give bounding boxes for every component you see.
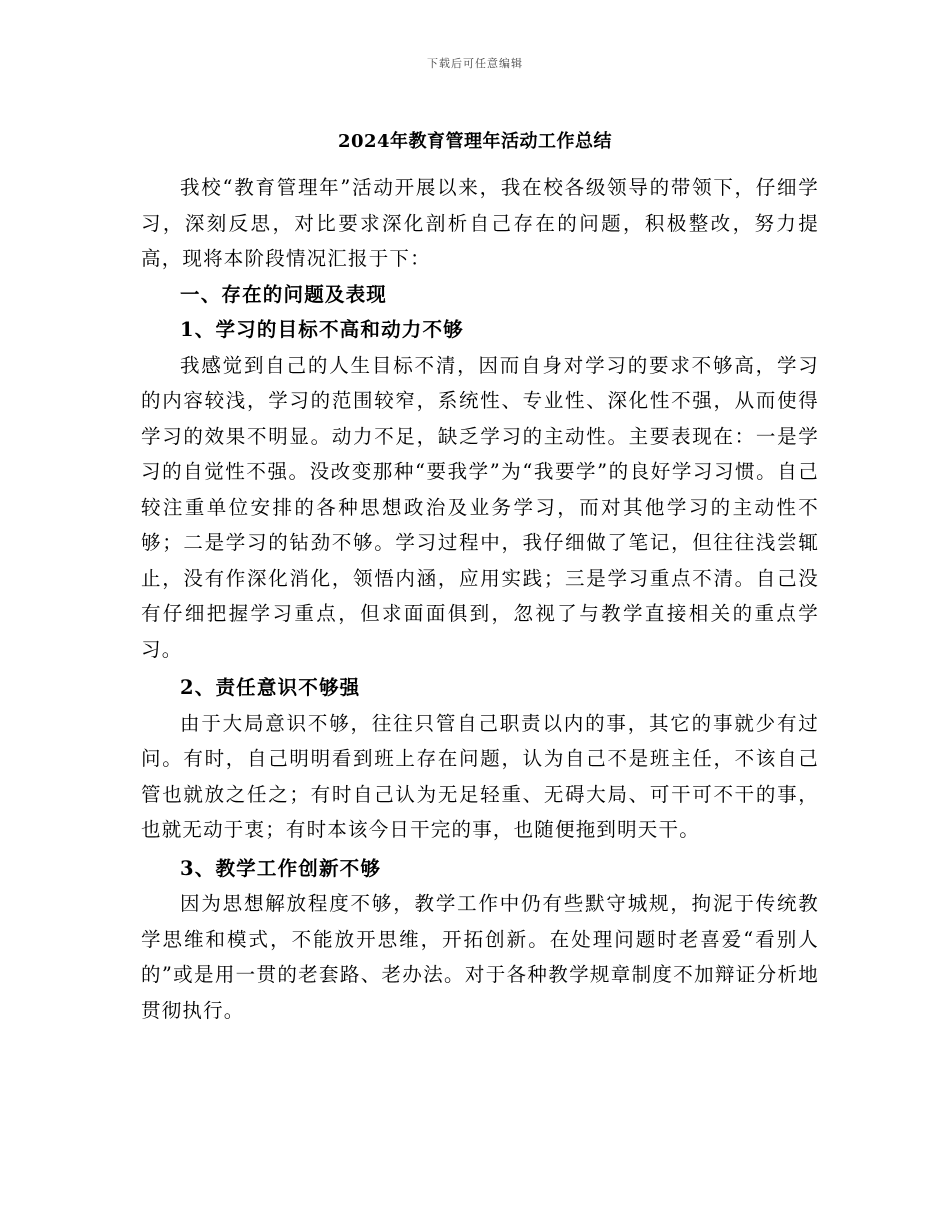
document-title: 2024年教育管理年活动工作总结 <box>337 131 613 152</box>
paragraph-innovation: 因为思想解放程度不够，教学工作中仍有些默守城规，拘泥于传统教学思维和模式，不能放开思维，开拓创新。在处理问题时老喜爱“看别人的”或是用一贯的老套路、老办法。对于各种教学规章制度不加辩证分析地贯彻执行。 <box>141 892 819 1022</box>
subsection-heading-responsibility: 2、责任意识不够强 <box>180 676 361 699</box>
subsection-heading-innovation: 3、教学工作创新不够 <box>180 856 382 880</box>
paragraph-responsibility: 由于大局意识不够，往往只管自己职责以内的事，其它的事就少有过问。有时，自己明明看到班上存在问题，认为自己不是班主任，不该自己管也就放之任之；有时自己认为无足轻重、无碍大局、可干可不干的事，也就无动于衷；有时本该今日干完的事，也随便拖到明天干。 <box>141 711 819 841</box>
paragraph-learning: 我感觉到自己的人生目标不清，因而自身对学习的要求不够高，学习的内容较浅，学习的范围较窄，系统性、专业性、深化性不强，从而使得学习的效果不明显。动力不足，缺乏学习的主动性。主要表现在：一是学习的自觉性不强。没改变那种“要我学”为“我要学”的良好学习习惯。自己较注重单位安排的各种思想政治及业务学习，而对其他学习的主动性不够；二是学习的钻劲不够。学习过程中，我仔细做了笔记，但往往浅尝辄止，没有作深化消化，领悟内涵，应用实践；三是学习重点不清。自己没有仔细把握学习重点，但求面面俱到，忽视了与教学直接相关的重点学习。 <box>141 353 819 661</box>
document-body <box>141 170 819 1028</box>
section-heading-problems: 一、存在的问题及表现 <box>180 282 388 306</box>
header-note: 下载后可任意编辑 <box>427 57 523 70</box>
intro-paragraph: 我校“教育管理年”活动开展以来，我在校各级领导的带领下，仔细学习，深刻反思，对比要求深化剖析自己存在的问题，积极整改，努力提高，现将本阶段情况汇报于下： <box>141 176 819 270</box>
subsection-heading-learning: 1、学习的目标不高和动力不够 <box>180 318 464 341</box>
